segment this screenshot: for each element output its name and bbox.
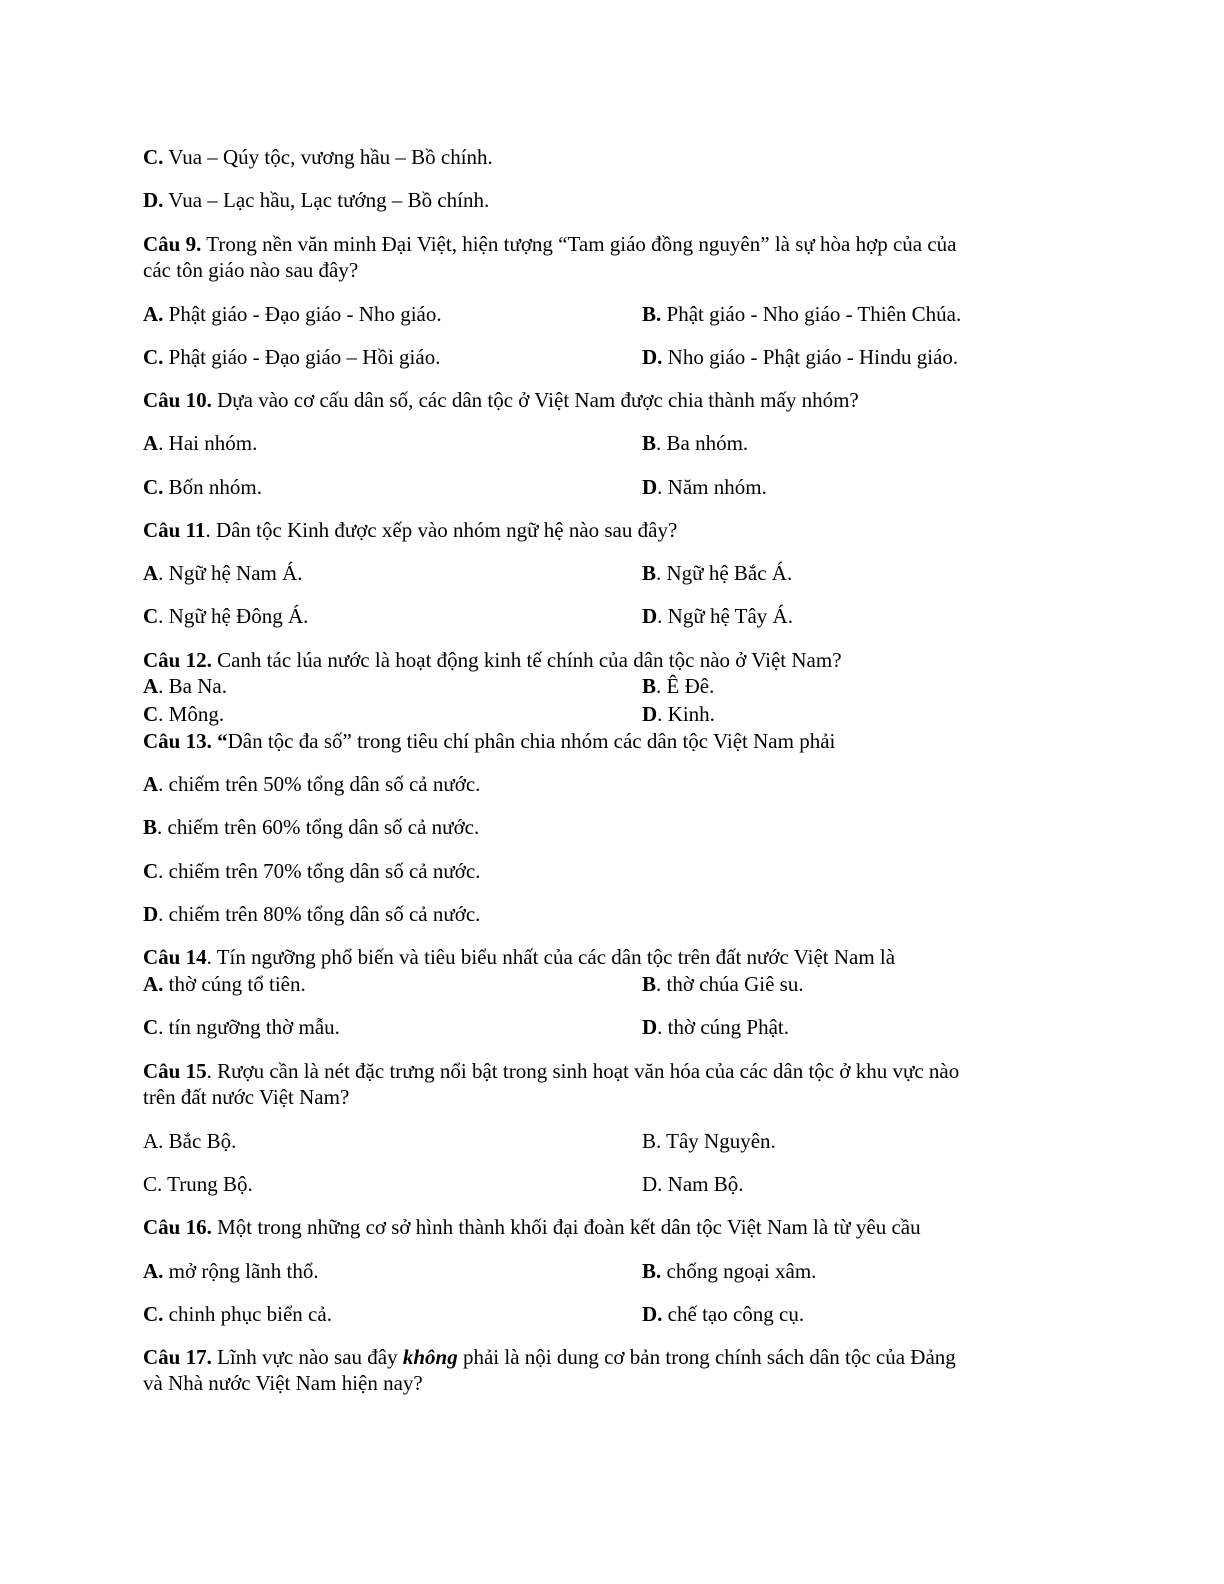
option-a: A. Hai nhóm. xyxy=(143,431,258,455)
question-17: Câu 17. Lĩnh vực nào sau đây không phải là nội dung cơ bản trong chính sách dân tộc của Đảng xyxy=(143,1345,956,1369)
option-c: C. Ngữ hệ Đông Á. xyxy=(143,604,309,628)
option-c: C. Trung Bộ. xyxy=(143,1172,253,1196)
option-b: B. Ê Đê. xyxy=(642,674,715,698)
question-9-cont: các tôn giáo nào sau đây? xyxy=(143,258,359,282)
question-15-cont: trên đất nước Việt Nam? xyxy=(143,1085,350,1109)
question-12: Câu 12. Canh tác lúa nước là hoạt động kinh tế chính của dân tộc nào ở Việt Nam? xyxy=(143,648,842,672)
option-b: B. thờ chúa Giê su. xyxy=(642,972,804,996)
option-b: B. chống ngoại xâm. xyxy=(642,1259,817,1283)
option-c: C. Mông. xyxy=(143,702,225,726)
option-d: D. Kinh. xyxy=(642,702,715,726)
option-c: C. chiếm trên 70% tổng dân số cả nước. xyxy=(143,859,481,883)
option-c: C. Bốn nhóm. xyxy=(143,475,263,499)
option-d: D. Nho giáo - Phật giáo - Hindu giáo. xyxy=(642,345,959,369)
option-a: A. chiếm trên 50% tổng dân số cả nước. xyxy=(143,772,481,796)
option-a: A. thờ cúng tổ tiên. xyxy=(143,972,306,996)
option-d: D. Năm nhóm. xyxy=(642,475,767,499)
option-b: B. Ngữ hệ Bắc Á. xyxy=(642,561,793,585)
question-11: Câu 11. Dân tộc Kinh được xếp vào nhóm ngữ hệ nào sau đây? xyxy=(143,518,678,542)
question-10: Câu 10. Dựa vào cơ cấu dân số, các dân tộc ở Việt Nam được chia thành mấy nhóm? xyxy=(143,388,859,412)
question-15: Câu 15. Rượu cần là nét đặc trưng nổi bật trong sinh hoạt văn hóa của các dân tộc ở khu vực nào xyxy=(143,1059,960,1083)
question-9: Câu 9. Trong nền văn minh Đại Việt, hiện tượng “Tam giáo đồng nguyên” là sự hòa hợp của của xyxy=(143,232,957,256)
option-b: B. chiếm trên 60% tổng dân số cả nước. xyxy=(143,815,480,839)
option-b: B. Tây Nguyên. xyxy=(642,1129,776,1153)
option-c: C. Vua – Qúy tộc, vương hầu – Bồ chính. xyxy=(143,145,493,169)
option-d: D. Nam Bộ. xyxy=(642,1172,744,1196)
option-c: C. Phật giáo - Đạo giáo – Hồi giáo. xyxy=(143,345,441,369)
question-17-cont: và Nhà nước Việt Nam hiện nay? xyxy=(143,1371,423,1395)
option-d: D. Vua – Lạc hầu, Lạc tướng – Bồ chính. xyxy=(143,188,490,212)
option-a: A. Phật giáo - Đạo giáo - Nho giáo. xyxy=(143,302,442,326)
option-a: A. Ngữ hệ Nam Á. xyxy=(143,561,303,585)
option-a: A. mở rộng lãnh thổ. xyxy=(143,1259,319,1283)
option-a: A. Ba Na. xyxy=(143,674,227,698)
option-d: D. chế tạo công cụ. xyxy=(642,1302,805,1326)
option-a: A. Bắc Bộ. xyxy=(143,1129,237,1153)
question-14: Câu 14. Tín ngưỡng phổ biến và tiêu biểu nhất của các dân tộc trên đất nước Việt Nam là xyxy=(143,945,896,969)
option-d: D. Ngữ hệ Tây Á. xyxy=(642,604,793,628)
option-c: C. tín ngưỡng thờ mẫu. xyxy=(143,1015,340,1039)
option-c: C. chinh phục biển cả. xyxy=(143,1302,332,1326)
question-13: Câu 13. “Dân tộc đa số” trong tiêu chí phân chia nhóm các dân tộc Việt Nam phải xyxy=(143,729,836,753)
option-d: D. thờ cúng Phật. xyxy=(642,1015,790,1039)
question-16: Câu 16. Một trong những cơ sở hình thành khối đại đoàn kết dân tộc Việt Nam là từ yêu cầu xyxy=(143,1215,921,1239)
option-d: D. chiếm trên 80% tổng dân số cả nước. xyxy=(143,902,481,926)
option-b: B. Phật giáo - Nho giáo - Thiên Chúa. xyxy=(642,302,962,326)
option-b: B. Ba nhóm. xyxy=(642,431,749,455)
